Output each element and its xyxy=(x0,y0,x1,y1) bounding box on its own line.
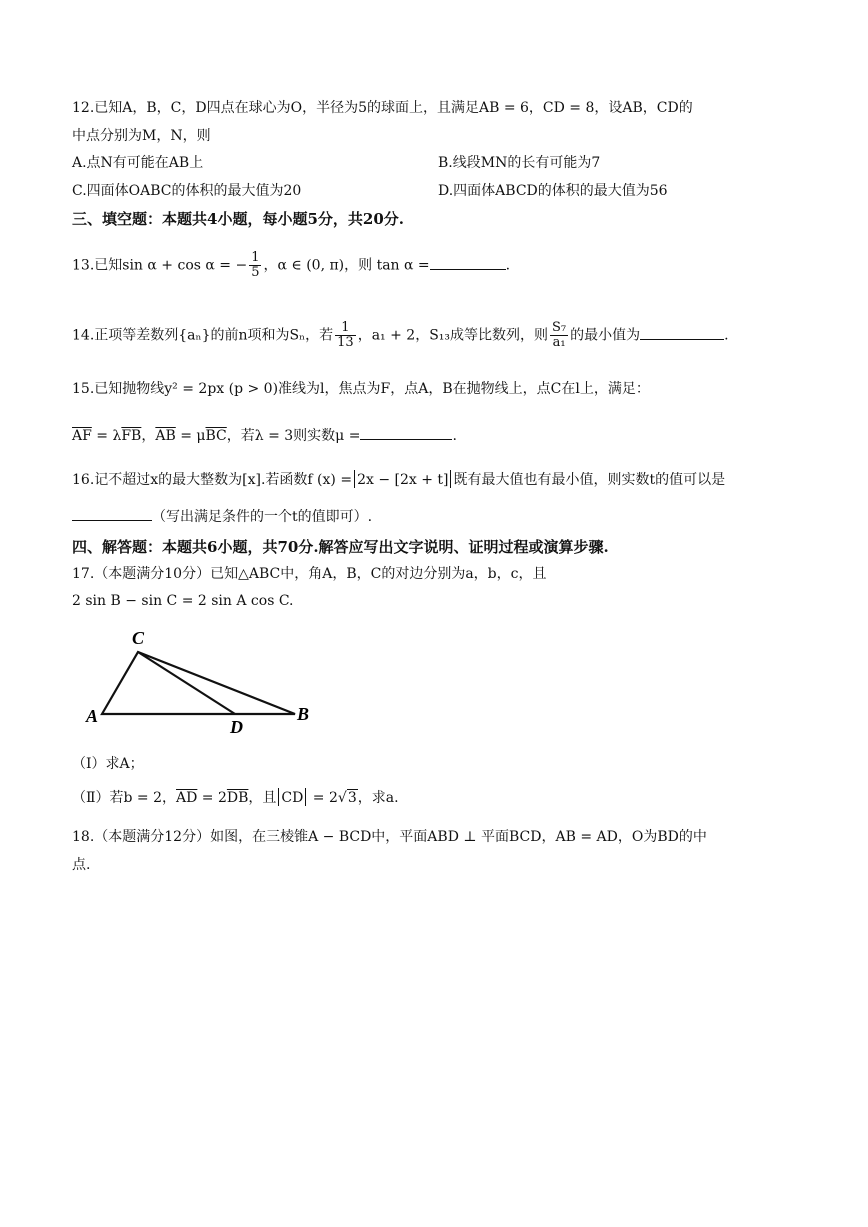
q15-line1: 15.已知抛物线y² = 2px (p > 0)准线为l，焦点为F，点A，B在抛物线上，点C在l上，满足： xyxy=(72,381,650,397)
q13-frac-num: 1 xyxy=(251,250,260,265)
q18-line2: 点. xyxy=(72,857,91,873)
q13-mid: ，α ∈ (0, π)，则 tan α = xyxy=(263,257,430,274)
q15-vector-af: $\overline{AF}$ xyxy=(72,428,92,444)
q17-part1: （Ⅰ）求A； xyxy=(72,756,144,772)
vertex-label-b: B xyxy=(297,704,310,724)
q15-tail: ，若λ = 3则实数μ = xyxy=(226,428,361,444)
q14-mid: ，a₁ + 2，S₁₃成等比数列，则 xyxy=(357,327,549,344)
q14-end: 的最小值为 xyxy=(570,327,641,344)
q14-frac1-num: 1 xyxy=(335,321,356,336)
q17-line2: 2 sin B − sin C = 2 sin A cos C. xyxy=(72,593,294,609)
q17-p2b: = 2 xyxy=(197,790,227,806)
q14-fraction-1 xyxy=(335,321,356,350)
q12-option-b: B.线段MN的长有可能为7 xyxy=(438,155,601,171)
q14-frac2-num: S₇ xyxy=(552,320,567,335)
q16-suffix: 既有最大值也有最小值，则实数t的值可以是 xyxy=(453,472,726,488)
q17-line1: 17.（本题满分10分）已知△ABC中，角A，B，C的对边分别为a，b，c，且 xyxy=(72,566,547,582)
q16-line1 xyxy=(72,469,725,491)
abs-bar-right xyxy=(450,470,451,488)
q15-eq1: = λ xyxy=(91,428,122,444)
q16-expr: 2x − [2x + t] xyxy=(357,472,449,488)
q12-option-d: D.四面体ABCD的体积的最大值为56 xyxy=(438,183,668,199)
abs-bar-right-cd xyxy=(305,788,306,806)
q14 xyxy=(72,321,729,350)
q13-answer-blank[interactable] xyxy=(430,255,506,270)
q17-p2e: ，求a. xyxy=(357,790,399,806)
q15-line2 xyxy=(72,425,457,447)
q15-vector-bc: $\overline{BC}$ xyxy=(205,428,227,444)
q13-prefix: 13.已知sin α + cos α = − xyxy=(72,257,248,274)
q17-sqrt-radicand: 3 xyxy=(347,790,357,806)
q14-frac1-den: 13 xyxy=(337,335,354,350)
q16-line2-text: （写出满足条件的一个t的值即可）. xyxy=(152,509,373,525)
abs-bar-left xyxy=(354,470,355,488)
abs-bar-left-cd xyxy=(278,788,279,806)
triangle-figure xyxy=(80,624,320,740)
vertex-label-c: C xyxy=(132,628,145,648)
q17-p2c: ，且 xyxy=(248,790,277,806)
q13-frac-den: 5 xyxy=(251,265,260,280)
q12-stem-line1: 12.已知A，B，C，D四点在球心为O，半径为5的球面上，且满足AB = 6，CD = 8，设AB，CD的 xyxy=(72,100,693,116)
q12-stem-line2: 中点分别为M，N，则 xyxy=(72,128,211,144)
q14-prefix: 14.正项等差数列{aₙ}的前n项和为Sₙ，若 xyxy=(72,327,334,344)
q13 xyxy=(72,251,510,280)
q18-line1: 18.（本题满分12分）如图，在三棱锥A − BCD中，平面ABD ⊥ 平面BCD，AB = AD，O为BD的中 xyxy=(72,829,707,845)
q17-p2d: = 2 xyxy=(308,790,338,806)
q17-cd: CD xyxy=(281,790,304,806)
q13-end: . xyxy=(505,257,511,274)
q15-vector-fb: $\overline{FB}$ xyxy=(121,428,142,444)
q15-vector-ab: $\overline{AB}$ xyxy=(155,428,176,444)
q14-answer-blank[interactable] xyxy=(640,325,724,340)
q12-option-a: A.点N有可能在AB上 xyxy=(72,155,204,171)
q17-p2a: （Ⅱ）若b = 2， xyxy=(72,790,177,806)
q16-prefix: 16.记不超过x的最大整数为[x].若函数f (x) = xyxy=(72,472,353,488)
q14-frac2-den: a₁ xyxy=(552,335,566,350)
q15-sep: ， xyxy=(141,428,156,444)
q17-vector-db: $\overline{DB}$ xyxy=(226,790,249,806)
q13-fraction xyxy=(249,251,261,280)
point-label-d: D xyxy=(230,717,243,737)
q15-eq2: = μ xyxy=(175,428,206,444)
q17-vector-ad: $\overline{AD}$ xyxy=(176,790,198,806)
triangle-abc xyxy=(102,652,295,714)
q12-option-c: C.四面体OABC的体积的最大值为20 xyxy=(72,183,302,199)
q14-fraction-2 xyxy=(550,321,568,350)
q17-part2 xyxy=(72,787,399,809)
q14-dot: . xyxy=(724,327,729,344)
section-3-heading: 三、填空题：本题共4小题，每小题5分，共20分. xyxy=(72,210,404,228)
sqrt-icon: √ xyxy=(337,790,347,806)
q16-answer-blank[interactable] xyxy=(72,506,152,521)
q15-answer-blank[interactable] xyxy=(360,425,452,440)
section-4-heading: 四、解答题：本题共6小题，共70分.解答应写出文字说明、证明过程或演算步骤. xyxy=(72,538,609,556)
q15-dot: . xyxy=(452,428,457,444)
segment-cd xyxy=(138,652,235,714)
vertex-label-a: A xyxy=(86,706,99,726)
q16-line2 xyxy=(72,506,372,528)
